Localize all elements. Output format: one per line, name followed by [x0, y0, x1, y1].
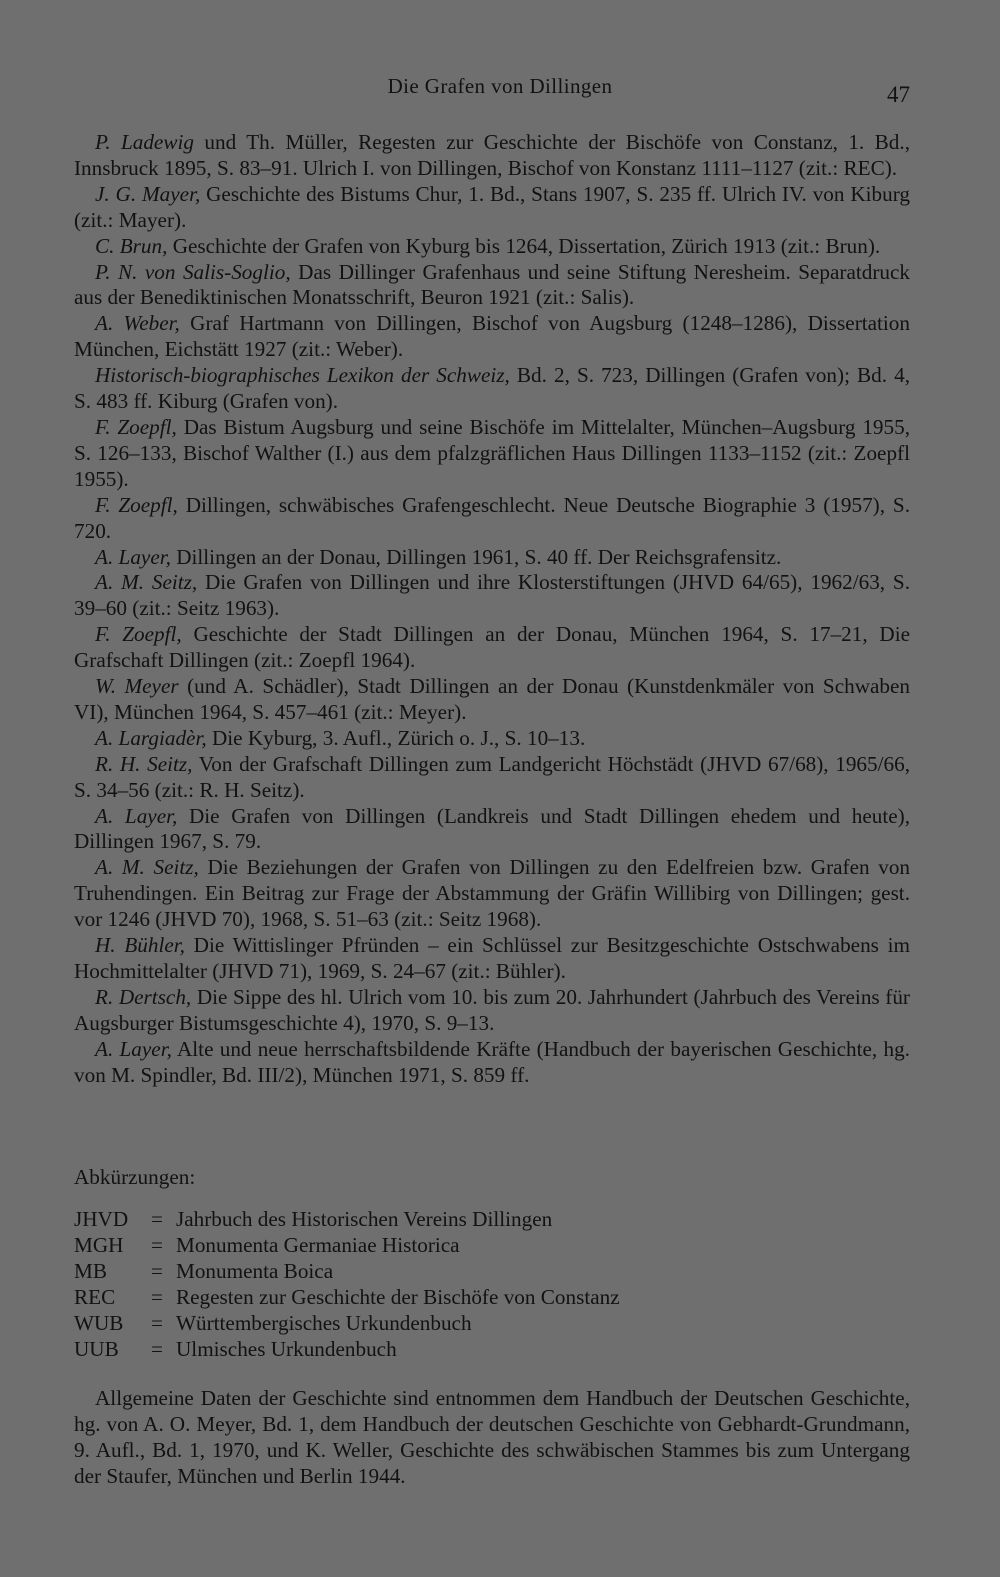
reference-entry	[74, 234, 910, 260]
reference-text: Die Wittislinger Pfründen – ein Schlüssel zur Besitzgeschichte Ostschwabens im Hochmittelalter (JHVD 71), 1969, S. 24–67 (zit.: Bühler).	[74, 933, 911, 983]
reference-author: C. Brun,	[95, 233, 168, 258]
abbreviation-row	[74, 1233, 620, 1259]
reference-entry	[74, 130, 910, 182]
abbreviation-row	[74, 1311, 620, 1337]
abbreviation-value: Monumenta Germaniae Historica	[176, 1232, 460, 1257]
abbreviation-row	[74, 1337, 620, 1363]
reference-entry	[74, 493, 910, 545]
reference-author: A. Largiadèr,	[95, 725, 207, 750]
reference-text: Das Dillinger Grafenhaus und seine Stiftung Neresheim. Separatdruck aus der Benediktinischen Monatsschrift, Beuron 1921 (zit.: Salis).	[74, 259, 911, 310]
reference-text: Die Sippe des hl. Ulrich vom 10. bis zum 20. Jahrhundert (Jahrbuch des Vereins für Augsburger Bistumsgeschichte 4), 1970, S. 9–13.	[74, 984, 910, 1035]
reference-text: Geschichte des Bistums Chur, 1. Bd., Stans 1907, S. 235 ff. Ulrich IV. von Kiburg (zit.: Mayer).	[74, 181, 910, 232]
reference-text: Die Beziehungen der Grafen von Dillingen zu den Edelfreien bzw. Grafen von Truhendingen. Ein Beitrag zur Frage der Abstammung der Gräfin Willibirg von Dillingen; gest. vor 1246 (JHVD 70), 1968, S. 51–63 (zit.: Seitz 1968).	[74, 855, 911, 932]
reference-entry	[74, 182, 910, 234]
reference-text: Das Bistum Augsburg und seine Bischöfe im Mittelalter, München–Augsburg 1955, S. 126–133, Bischof Walther (I.) aus dem pfalzgräflichen Haus Dillingen 1133–1152 (zit.: Zoepfl 1955).	[74, 414, 911, 491]
abbreviation-value: Ulmisches Urkundenbuch	[176, 1336, 397, 1361]
abbreviation-value: Regesten zur Geschichte der Bischöfe von Constanz	[176, 1284, 620, 1309]
reference-list	[74, 130, 910, 1089]
reference-author: F. Zoepfl,	[95, 492, 178, 517]
abbreviation-key: MGH	[74, 1232, 124, 1257]
reference-entry	[74, 933, 910, 985]
reference-author: H. Bühler,	[95, 933, 185, 958]
reference-author: W. Meyer	[95, 674, 179, 699]
reference-text: Die Grafen von Dillingen und ihre Klosterstiftungen (JHVD 64/65), 1962/63, S. 39–60 (zit.: Seitz 1963).	[74, 570, 911, 621]
reference-entry	[74, 545, 910, 571]
equals-sign: =	[151, 1336, 163, 1361]
abbreviation-key: UUB	[74, 1336, 119, 1361]
reference-entry	[74, 622, 910, 674]
abbreviations-heading: Abkürzungen:	[74, 1165, 196, 1189]
abbreviations-list	[74, 1207, 620, 1362]
reference-author: P. Ladewig	[95, 130, 194, 154]
reference-entry	[74, 1037, 910, 1089]
abbreviation-value: Württembergisches Urkundenbuch	[176, 1310, 472, 1335]
reference-author: F. Zoepfl,	[95, 622, 182, 647]
running-title: Die Grafen von Dillingen	[387, 74, 613, 98]
reference-author: A. Weber,	[95, 311, 180, 336]
equals-sign: =	[151, 1207, 163, 1231]
equals-sign: =	[151, 1232, 163, 1257]
reference-text: Von der Grafschaft Dillingen zum Landgericht Höchstädt (JHVD 67/68), 1965/66, S. 34–56 (zit.: R. H. Seitz).	[74, 751, 910, 802]
abbreviation-row	[74, 1259, 620, 1285]
abbreviation-row	[74, 1207, 620, 1233]
general-note: Allgemeine Daten der Geschichte sind entnommen dem Handbuch der Deutschen Geschichte, hg. von A. O. Meyer, Bd. 1, dem Handbuch der deutschen Geschichte von Gebhardt-Grundmann, 9. Aufl., Bd. 1, 1970, und K. Weller, Geschichte des schwäbischen Stammes bis zum Untergang der Staufer, München und Berlin 1944.	[74, 1386, 910, 1488]
reference-author: P. N. von Salis-Soglio,	[95, 259, 291, 284]
abbreviation-key: JHVD	[74, 1207, 129, 1231]
reference-author: A. Layer,	[95, 803, 178, 828]
reference-author: Historisch-biographisches Lexikon der Schweiz,	[95, 363, 510, 388]
reference-entry	[74, 415, 910, 493]
abbreviation-value: Monumenta Boica	[176, 1258, 334, 1283]
reference-entry	[74, 855, 910, 933]
reference-text: (und A. Schädler), Stadt Dillingen an der Donau (Kunstdenkmäler von Schwaben VI), München 1964, S. 457–461 (zit.: Meyer).	[74, 674, 910, 724]
reference-author: A. M. Seitz,	[95, 855, 199, 880]
equals-sign: =	[151, 1310, 163, 1335]
reference-author: J. G. Mayer,	[95, 181, 201, 206]
equals-sign: =	[151, 1284, 163, 1309]
reference-entry	[74, 752, 910, 804]
reference-text: Die Grafen von Dillingen (Landkreis und Stadt Dillingen ehedem und heute), Dillingen 1967, S. 79.	[74, 803, 910, 854]
reference-author: F. Zoepfl,	[95, 414, 177, 439]
abbreviation-value: Jahrbuch des Historischen Vereins Dillingen	[176, 1207, 553, 1231]
reference-author: A. M. Seitz,	[95, 570, 198, 595]
abbreviation-key: WUB	[74, 1310, 124, 1335]
abbreviation-key: REC	[74, 1284, 116, 1309]
reference-text: Die Kyburg, 3. Aufl., Zürich o. J., S. 10–13.	[206, 725, 586, 750]
reference-text: Dillingen, schwäbisches Grafengeschlecht. Neue Deutsche Biographie 3 (1957), S. 720.	[74, 492, 910, 543]
reference-text: Bd. 2, S. 723, Dillingen (Grafen von); Bd. 4, S. 483 ff. Kiburg (Grafen von).	[74, 363, 910, 414]
reference-author: R. Dertsch,	[95, 984, 192, 1009]
reference-entry	[74, 726, 910, 752]
reference-entry	[74, 804, 910, 856]
reference-author: A. Layer,	[95, 1036, 172, 1061]
reference-entry	[74, 260, 910, 312]
reference-entry	[74, 674, 910, 726]
reference-text: Graf Hartmann von Dillingen, Bischof von Augsburg (1248–1286), Dissertation München, Eichstätt 1927 (zit.: Weber).	[74, 311, 910, 362]
page-number: 47	[887, 82, 910, 107]
reference-entry	[74, 985, 910, 1037]
reference-author: R. H. Seitz,	[95, 751, 193, 776]
reference-text: Alte und neue herrschaftsbildende Kräfte (Handbuch der bayerischen Geschichte, hg. von M. Spindler, Bd. III/2), München 1971, S. 859 ff.	[74, 1036, 910, 1087]
reference-entry	[74, 363, 910, 415]
reference-text: Geschichte der Stadt Dillingen an der Donau, München 1964, S. 17–21, Die Grafschaft Dillingen (zit.: Zoepfl 1964).	[74, 622, 911, 673]
reference-text: Geschichte der Grafen von Kyburg bis 1264, Dissertation, Zürich 1913 (zit.: Brun).	[167, 233, 881, 258]
reference-author: A. Layer,	[95, 544, 171, 569]
reference-text: Dillingen an der Donau, Dillingen 1961, S. 40 ff. Der Reichsgrafensitz.	[170, 544, 782, 569]
abbreviation-key: MB	[74, 1258, 107, 1283]
reference-text: und Th. Müller, Regesten zur Geschichte der Bischöfe von Constanz, 1. Bd., Innsbruck 1895, S. 83–91. Ulrich I. von Dillingen, Bischof von Konstanz 1111–1127 (zit.: REC).	[74, 130, 910, 180]
reference-entry	[74, 570, 910, 622]
abbreviation-row	[74, 1285, 620, 1311]
equals-sign: =	[151, 1258, 163, 1283]
reference-entry	[74, 311, 910, 363]
